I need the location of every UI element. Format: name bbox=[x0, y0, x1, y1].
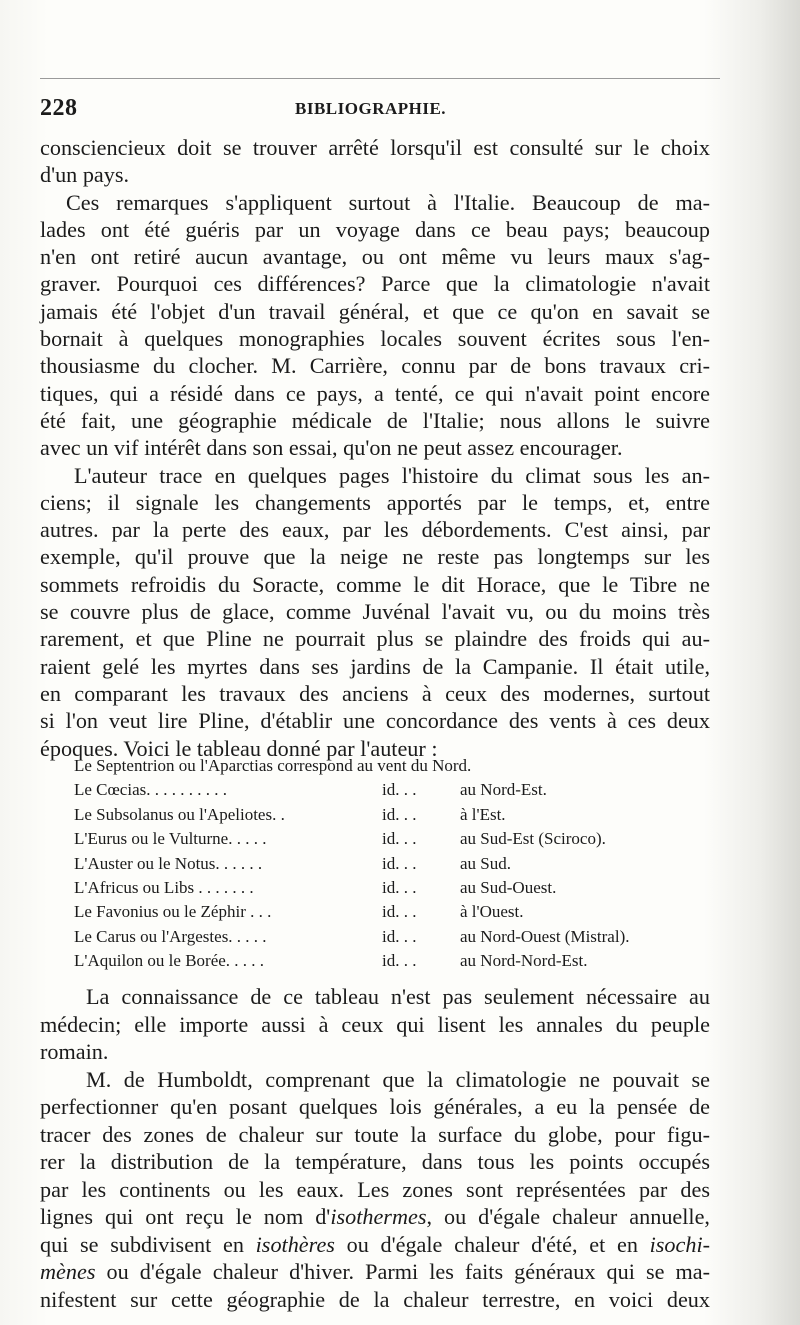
wind-direction: au Sud-Est (Sciroco). bbox=[460, 829, 606, 849]
text-line: tracer des zones de chaleur sur toute la surface du globe, pour figu- bbox=[40, 1121, 710, 1147]
body-text-bottom bbox=[40, 983, 710, 1313]
wind-id: id. . . bbox=[382, 829, 417, 849]
text-line: L'auteur trace en quelques pages l'histoire du climat sous les an- bbox=[74, 462, 710, 488]
table-row bbox=[74, 852, 694, 876]
text-line: conscienciеux doit se trouver arrêté lorsqu'il est consulté sur le choix bbox=[40, 135, 710, 160]
wind-id: id. . . bbox=[382, 804, 417, 824]
table-row bbox=[74, 778, 694, 802]
text-line: médecin; elle importe aussi à ceux qui lisent les annales du peuple bbox=[40, 1011, 710, 1037]
text-line: été fait, une géographie médicale de l'Italie; nous allons le suivre bbox=[40, 407, 710, 433]
running-head: BIBLIOGRAPHIE. bbox=[295, 99, 447, 118]
text-run: qui se subdivisent en bbox=[40, 1231, 256, 1257]
text-run: ou d'égale chaleur d'hiver. Parmi les faits généraux qui se ma- bbox=[95, 1259, 710, 1284]
text-line: romain. bbox=[40, 1039, 109, 1064]
wind-direction: à l'Ouest. bbox=[460, 902, 524, 922]
wind-name: Le Favonius ou le Zéphir . . . bbox=[74, 902, 272, 922]
table-first-row: Le Septentrion ou l'Aparctias correspond au vent du Nord. bbox=[74, 756, 472, 775]
wind-id: id. . . bbox=[382, 780, 417, 800]
term-isotheres: isothères bbox=[255, 1231, 335, 1257]
table-row bbox=[74, 754, 694, 778]
text-line: M. de Humboldt, comprenant que la climatologie ne pouvait se bbox=[86, 1066, 710, 1092]
table-row bbox=[74, 900, 694, 924]
text-line: d'un pays. bbox=[40, 162, 130, 188]
text-line: si l'on veut lire Pline, d'établir une concordance des vents à ces deux bbox=[40, 708, 710, 734]
table-row bbox=[74, 803, 694, 827]
text-line bbox=[40, 1258, 710, 1286]
wind-id: id. . . bbox=[382, 877, 417, 897]
text-line bbox=[40, 1231, 710, 1259]
wind-direction: au Nord-Nord-Est. bbox=[460, 951, 588, 971]
wind-id: id. . . bbox=[382, 951, 417, 971]
table-row bbox=[74, 876, 694, 900]
table-row bbox=[74, 925, 694, 949]
text-run: ou d'égale chaleur d'été, et en bbox=[334, 1231, 650, 1257]
text-run: , ou d'égale chaleur annuelle, bbox=[426, 1204, 710, 1229]
text-line: avec un vif intérêt dans son essai, qu'on ne peut assez encourager. bbox=[40, 435, 623, 461]
text-line: jamais été l'objet d'un travail général, et que ce qu'on en savait se bbox=[40, 298, 710, 324]
text-line: autres. par la perte des eaux, par les débordements. C'est ainsi, par bbox=[40, 517, 710, 543]
wind-name: L'Africus ou Libs . . . . . . . bbox=[74, 877, 254, 897]
text-line: La connaissance de ce tableau n'est pas seulement nécessaire au bbox=[86, 984, 710, 1009]
text-line: rer la distribution de la température, dans tous les points occupés bbox=[40, 1149, 710, 1174]
text-line: sommets refroidis du Soracte, comme le dit Horace, que le Tibre ne bbox=[40, 571, 710, 597]
text-run: lignes qui ont reçu le nom d' bbox=[40, 1204, 331, 1229]
text-line: exemple, qu'il prouve que la neige ne reste pas longtemps sur les bbox=[40, 544, 710, 570]
wind-id: id. . . bbox=[382, 902, 417, 922]
wind-direction: au Sud-Ouest. bbox=[460, 877, 557, 897]
text-line: perfectionner qu'en posant quelques lois générales, a eu la pensée de bbox=[40, 1094, 710, 1119]
text-line: bornait à quelques monographies locales souvent écrites sous l'en- bbox=[40, 326, 710, 352]
term-isochimenes-end: mènes bbox=[40, 1259, 96, 1284]
wind-direction: au Sud. bbox=[460, 853, 511, 873]
wind-id: id. . . bbox=[382, 926, 417, 946]
text-line: graver. Pourquoi ces différences? Parce que la climatologie n'avait bbox=[40, 271, 710, 297]
text-line: Ces remarques s'appliquent surtout à l'Italie. Beaucoup de ma- bbox=[66, 189, 710, 215]
text-line: lades ont été guéris par un voyage dans ce beau pays; beaucoup bbox=[40, 216, 710, 242]
term-isothermes: isothermes bbox=[330, 1204, 427, 1229]
text-line: se couvre plus de glace, comme Juvénal l'avait vu, ou du moins très bbox=[40, 599, 710, 625]
table-row bbox=[74, 949, 694, 973]
wind-id: id. . . bbox=[382, 853, 417, 873]
term-isochimenes: isochi- bbox=[649, 1231, 710, 1257]
wind-name: L'Eurus ou le Vulturne. . . . . bbox=[74, 829, 267, 849]
wind-name: L'Aquilon ou le Borée. . . . . bbox=[74, 951, 265, 971]
text-line: par les continents ou les eaux. Les zones sont représentées par des bbox=[40, 1176, 710, 1202]
page-number: 228 bbox=[40, 95, 78, 121]
wind-name: Le Cœcias. . . . . . . . . . bbox=[74, 780, 227, 800]
text-line: raient gelé les myrtes dans ses jardins de la Campanie. Il était utile, bbox=[40, 653, 710, 679]
wind-name: Le Carus ou l'Argestes. . . . . bbox=[74, 926, 267, 946]
text-line: ciens; il signale les changements apportés par le temps, et, entre bbox=[40, 489, 710, 515]
wind-direction: au Nord-Est. bbox=[460, 780, 547, 800]
text-line: en comparant les travaux des anciens à ceux des modernes, surtout bbox=[40, 680, 710, 706]
text-line: rarement, et que Pline ne pourrait plus se plaindre des froids qui au- bbox=[40, 626, 710, 652]
text-line: nifestent sur cette géographie de la chaleur terrestre, en voici deux bbox=[40, 1286, 710, 1312]
text-line: tiques, qui a résidé dans ce pays, a tenté, ce qui n'avait point encore bbox=[40, 380, 710, 406]
header-rule bbox=[40, 78, 720, 79]
text-line bbox=[40, 1203, 710, 1231]
wind-direction: à l'Est. bbox=[460, 804, 506, 824]
wind-name: Le Subsolanus ou l'Apeliotes. . bbox=[74, 804, 285, 824]
text-line: thousiasme du clocher. M. Carrière, connu par de bons travaux cri- bbox=[40, 353, 710, 379]
page-header bbox=[40, 95, 710, 125]
text-line: époques. Voici le tableau donné par l'auteur : bbox=[40, 735, 438, 761]
wind-direction: au Nord-Ouest (Mistral). bbox=[460, 926, 630, 946]
table-row bbox=[74, 827, 694, 851]
wind-concordance-table bbox=[74, 754, 694, 974]
text-line: n'en ont retiré aucun avantage, ou ont même vu leurs maux s'ag- bbox=[40, 244, 710, 270]
wind-name: L'Auster ou le Notus. . . . . . bbox=[74, 853, 263, 873]
body-text-top bbox=[40, 134, 710, 762]
